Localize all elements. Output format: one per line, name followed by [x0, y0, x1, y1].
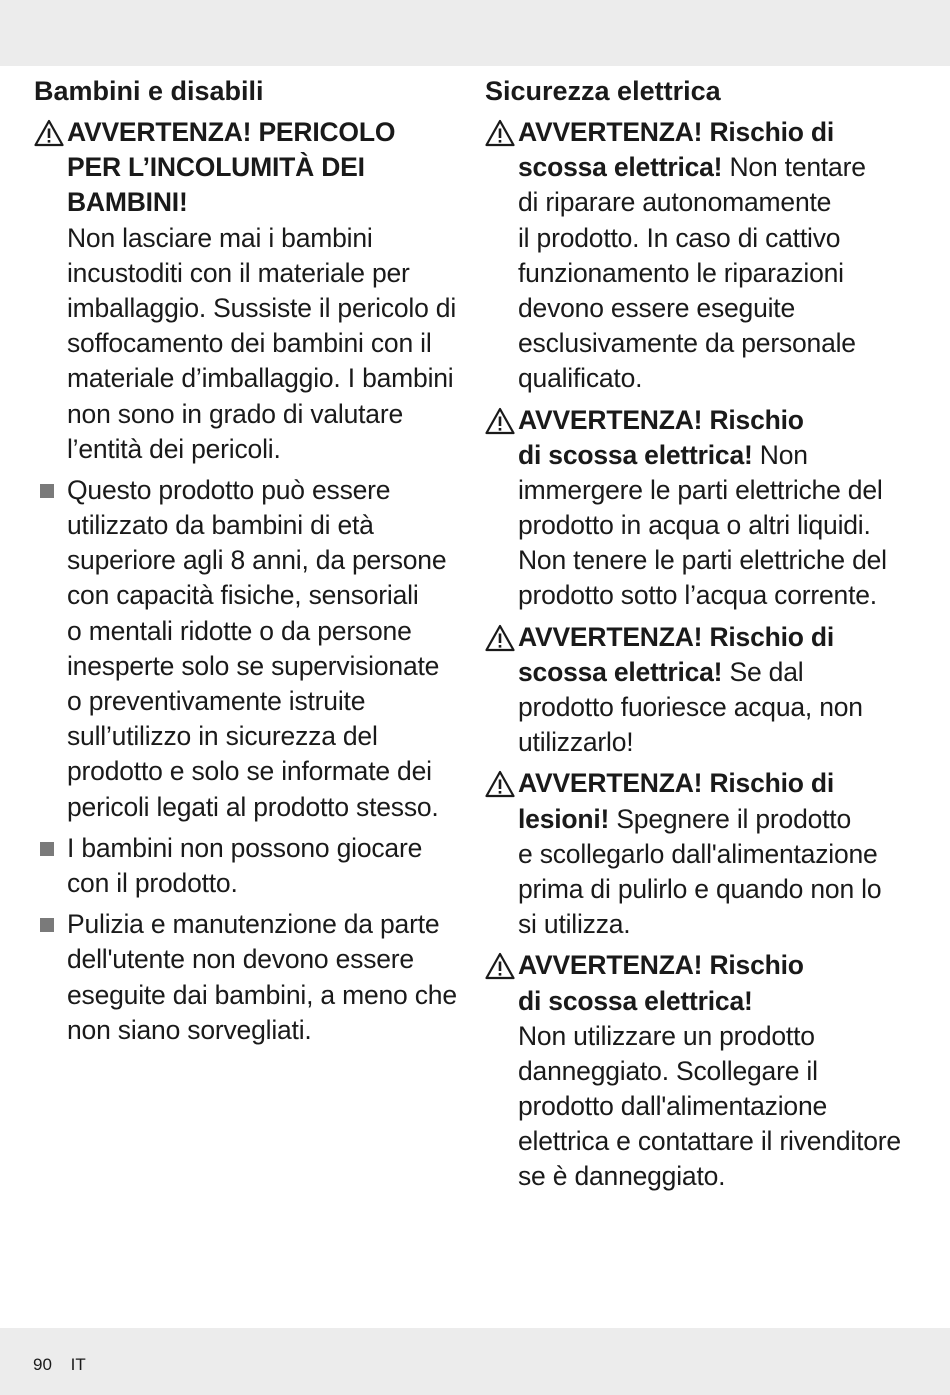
text-line — [67, 907, 474, 942]
bullet-item — [34, 831, 474, 901]
text-line — [518, 291, 925, 326]
body-text: se è danneggiato. — [518, 1161, 726, 1192]
text-line — [67, 1013, 474, 1048]
body-text: con il prodotto. — [67, 867, 238, 898]
text-line — [67, 150, 474, 185]
body-text: Questo prodotto può essere — [67, 474, 391, 505]
body-text: e scollegarlo dall'alimentazione — [518, 838, 878, 869]
section-heading-electrical: Sicurezza elettrica — [485, 76, 721, 106]
body-text: funzionamento le riparazioni — [518, 257, 844, 288]
text-line — [518, 802, 925, 837]
warning-triangle-icon — [485, 624, 515, 657]
text-line — [518, 766, 925, 801]
warning-triangle-icon — [485, 952, 515, 985]
bold-text: PER L’INCOLUMITÀ DEI — [67, 152, 365, 183]
text-line — [518, 185, 925, 220]
square-bullet-icon — [40, 918, 54, 932]
bold-text: AVVERTENZA! PERICOLO — [67, 117, 396, 147]
bold-text: di scossa elettrica! — [518, 439, 753, 470]
text-line — [67, 578, 474, 613]
bold-text: BAMBINI! — [67, 187, 188, 218]
warning-notice — [34, 115, 474, 467]
text-line — [67, 361, 474, 396]
text-line — [518, 690, 925, 725]
body-text: pericoli legati al prodotto stesso. — [67, 791, 439, 822]
body-text: o mentali ridotte o da persone — [67, 615, 412, 646]
warning-notice — [485, 620, 925, 761]
text-line — [67, 397, 474, 432]
warning-triangle-icon — [34, 119, 64, 152]
bold-text: AVVERTENZA! Rischio — [518, 404, 804, 435]
body-text: danneggiato. Scollegare il — [518, 1055, 818, 1086]
text-line — [518, 984, 925, 1019]
body-text: Non lasciare mai i bambini — [67, 222, 373, 253]
body-text: I bambini non possono giocare — [67, 832, 423, 863]
text-line — [518, 1019, 925, 1054]
body-text: soffocamento dei bambini con il — [67, 328, 432, 359]
bold-text: scossa elettrica! — [518, 152, 723, 183]
page-number: 90 — [33, 1355, 52, 1374]
text-line — [518, 872, 925, 907]
body-text: non sono in grado di valutare — [67, 398, 403, 429]
text-line — [518, 473, 925, 508]
body-text: elettrica e contattare il rivenditore — [518, 1126, 901, 1157]
body-text: Non tenere le parti elettriche del — [518, 545, 887, 576]
text-line — [67, 790, 474, 825]
body-text: Non utilizzare un prodotto — [518, 1020, 815, 1051]
body-text: Pulizia e manutenzione da parte — [67, 909, 440, 940]
warning-notice — [485, 403, 925, 614]
body-text: l’entità dei pericoli. — [67, 433, 281, 464]
body-text: qualificato. — [518, 363, 643, 394]
body-text: Spegnere il prodotto — [609, 803, 852, 834]
body-text: imballaggio. Sussiste il pericolo di — [67, 292, 457, 323]
warning-triangle-icon — [485, 119, 515, 152]
text-line — [518, 725, 925, 760]
text-line — [67, 508, 474, 543]
text-line — [67, 185, 474, 220]
body-text: Non — [752, 439, 808, 470]
text-line — [67, 649, 474, 684]
body-text: prodotto e solo se informate dei — [67, 756, 432, 787]
text-line — [67, 866, 474, 901]
square-bullet-icon — [40, 484, 54, 498]
body-text: si utilizza. — [518, 909, 631, 940]
text-line — [518, 655, 925, 690]
text-line — [67, 978, 474, 1013]
text-line — [518, 150, 925, 185]
text-line — [67, 614, 474, 649]
body-text: con capacità fisiche, sensoriali — [67, 580, 419, 611]
bullet-item — [34, 473, 474, 825]
section-heading-children: Bambini e disabili — [34, 76, 264, 106]
body-text: incustoditi con il materiale per — [67, 257, 410, 288]
header-band — [0, 0, 950, 66]
body-text: non siano sorvegliati. — [67, 1014, 312, 1045]
text-line — [67, 326, 474, 361]
text-line — [518, 948, 925, 983]
body-text: immergere le parti elettriche del — [518, 474, 883, 505]
body-text: esclusivamente da personale — [518, 328, 856, 359]
text-line — [518, 1124, 925, 1159]
bold-text: scossa elettrica! — [518, 656, 723, 687]
body-text: prodotto fuoriesce acqua, non — [518, 692, 863, 722]
text-line — [67, 942, 474, 977]
bold-text: AVVERTENZA! Rischio di — [518, 621, 835, 652]
body-text: materiale d’imballaggio. I bambini — [67, 363, 454, 394]
text-line — [67, 221, 474, 256]
warning-notice — [485, 115, 925, 397]
text-line — [518, 221, 925, 256]
bold-text: AVVERTENZA! Rischio di — [518, 768, 835, 799]
body-text: prima di pulirlo e quando non lo — [518, 873, 882, 904]
body-text: di riparare autonomamente — [518, 187, 832, 218]
body-text: o preventivamente istruite — [67, 686, 366, 716]
text-line — [518, 1054, 925, 1089]
bullet-item — [34, 907, 474, 1048]
body-text: inesperte solo se supervisionate — [67, 650, 440, 681]
bold-text: lesioni! — [518, 803, 610, 834]
footer-band — [0, 1328, 950, 1395]
text-line — [67, 291, 474, 326]
text-line — [518, 837, 925, 872]
text-line — [67, 115, 474, 150]
left-items — [34, 115, 474, 1048]
text-line — [67, 543, 474, 578]
text-line — [518, 1089, 925, 1124]
text-line — [67, 754, 474, 789]
right-items — [485, 115, 925, 1195]
text-line — [518, 620, 925, 655]
text-line — [67, 684, 474, 719]
warning-notice — [485, 766, 925, 942]
text-line — [67, 719, 474, 754]
body-text: Se dal — [722, 656, 804, 687]
body-text: Non tentare — [722, 152, 866, 183]
text-line — [518, 403, 925, 438]
body-text: prodotto dall'alimentazione — [518, 1091, 828, 1122]
text-line — [518, 326, 925, 361]
text-line — [67, 256, 474, 291]
body-text: dell'utente non devono essere — [67, 944, 414, 975]
body-text: utilizzato da bambini di età — [67, 510, 374, 541]
text-line — [518, 361, 925, 396]
body-text: sull’utilizzo in sicurezza del — [67, 721, 378, 752]
text-line — [518, 256, 925, 291]
warning-triangle-icon — [485, 770, 515, 803]
text-line — [67, 473, 474, 508]
square-bullet-icon — [40, 842, 54, 856]
page-language: IT — [70, 1355, 86, 1374]
text-line — [67, 432, 474, 467]
text-line — [518, 543, 925, 578]
body-text: devono essere eseguite — [518, 292, 795, 323]
body-text: superiore agli 8 anni, da persone — [67, 545, 447, 576]
text-line — [518, 1159, 925, 1194]
warning-triangle-icon — [485, 407, 515, 440]
right-column — [485, 74, 925, 1195]
body-text: prodotto in acqua o altri liquidi. — [518, 510, 871, 541]
body-text: il prodotto. In caso di cattivo — [518, 222, 841, 253]
text-line — [518, 115, 925, 150]
page-footer — [33, 1355, 86, 1375]
bold-text: AVVERTENZA! Rischio — [518, 950, 804, 981]
text-line — [67, 831, 474, 866]
warning-notice — [485, 948, 925, 1194]
text-line — [518, 578, 925, 613]
text-line — [518, 907, 925, 942]
text-line — [518, 508, 925, 543]
text-line — [518, 438, 925, 473]
body-text: eseguite dai bambini, a meno che — [67, 979, 457, 1010]
left-column — [34, 74, 474, 1048]
body-text: utilizzarlo! — [518, 727, 634, 758]
body-text: prodotto sotto l’acqua corrente. — [518, 580, 877, 611]
bold-text: di scossa elettrica! — [518, 985, 753, 1016]
bold-text: AVVERTENZA! Rischio di — [518, 117, 835, 147]
